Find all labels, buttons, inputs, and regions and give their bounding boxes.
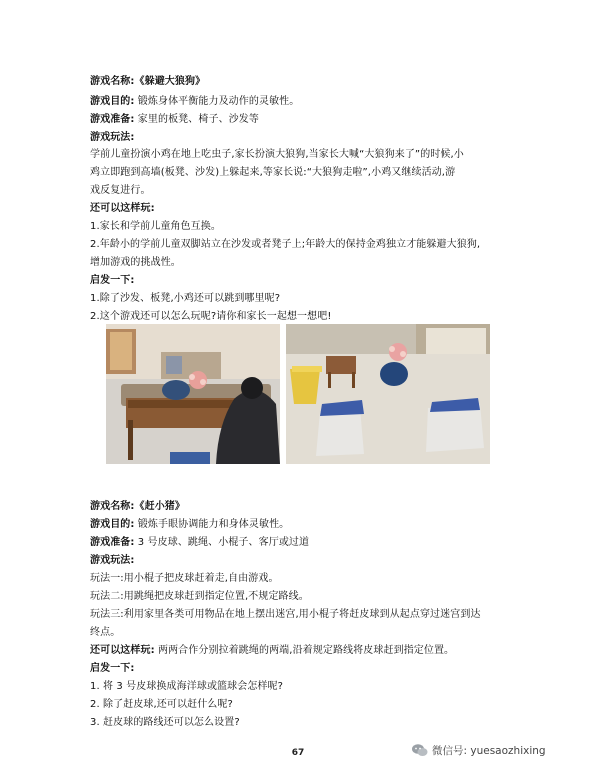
game2-insp-item: 1. 将 3 号皮球换成海洋球或篮球会怎样呢? (90, 681, 284, 692)
game2-insp-label: 启发一下: (90, 663, 135, 674)
game2-method-3: 玩法三:利用家里各类可用物品在地上摆出迷宫,用小棍子将赶皮球到从起点穿过迷宫到达 (90, 609, 481, 620)
game2-insp-item: 3. 赶皮球的路线还可以怎么设置? (90, 717, 240, 728)
game1-photo-left (106, 324, 280, 464)
game1-play-label: 游戏玩法: (90, 132, 135, 143)
game1-name-row: 游戏名称:《躲避大狼狗》 (90, 76, 206, 87)
game2-method-1: 玩法一:用小棍子把皮球赶着走,自由游戏。 (90, 573, 279, 584)
game2-also-row: 还可以这样玩: 两两合作分别拉着跳绳的两端,沿着规定路线将皮球赶到指定位置。 (90, 645, 455, 656)
game1-prep-row: 游戏准备: 家里的板凳、椅子、沙发等 (90, 114, 259, 125)
game2-method-2: 玩法二:用跳绳把皮球赶到指定位置,不规定路线。 (90, 591, 309, 602)
game1-play-line: 戏反复进行。 (90, 185, 151, 196)
game2-prep-row: 游戏准备: 3 号皮球、跳绳、小棍子、客厅或过道 (90, 537, 310, 548)
game1-also-item-cont: 增加游戏的挑战性。 (90, 257, 181, 268)
game1-insp-item: 1.除了沙发、板凳,小鸡还可以跳到哪里呢? (90, 293, 281, 304)
game1-insp-label: 启发一下: (90, 275, 135, 286)
game1-also-item: 2.年龄小的学前儿童双脚站立在沙发或者凳子上;年龄大的保持金鸡独立才能躲避大狼狗, (90, 239, 481, 250)
game2-method-3-cont: 终点。 (90, 627, 121, 638)
game1-play-line: 学前儿童扮演小鸡在地上吃虫子,家长扮演大狼狗,当家长大喊“大狼狗来了”的时候,小 (90, 149, 464, 160)
game1-also-item: 1.家长和学前儿童角色互换。 (90, 221, 221, 232)
game1-photo-right (286, 324, 490, 464)
game2-goal-row: 游戏目的: 锻炼手眼协调能力和身体灵敏性。 (90, 519, 290, 530)
game1-also-label: 还可以这样玩: (90, 203, 155, 214)
page-number: 67 (291, 748, 305, 758)
game1-goal-row: 游戏目的: 锻炼身体平衡能力及动作的灵敏性。 (90, 96, 300, 107)
game1-play-line: 鸡立即跑到高墙(板凳、沙发)上躲起来,等家长说:“大狼狗走啦”,小鸡又继续活动,游 (90, 167, 456, 178)
game2-name-row: 游戏名称:《赶小猪》 (90, 501, 185, 512)
game2-insp-item: 2. 除了赶皮球,还可以赶什么呢? (90, 699, 233, 710)
watermark-text: 微信号: yuesaozhixing (432, 745, 546, 757)
game2-play-label: 游戏玩法: (90, 555, 135, 566)
game1-insp-item: 2.这个游戏还可以怎么玩呢?请你和家长一起想一想吧! (90, 311, 332, 322)
